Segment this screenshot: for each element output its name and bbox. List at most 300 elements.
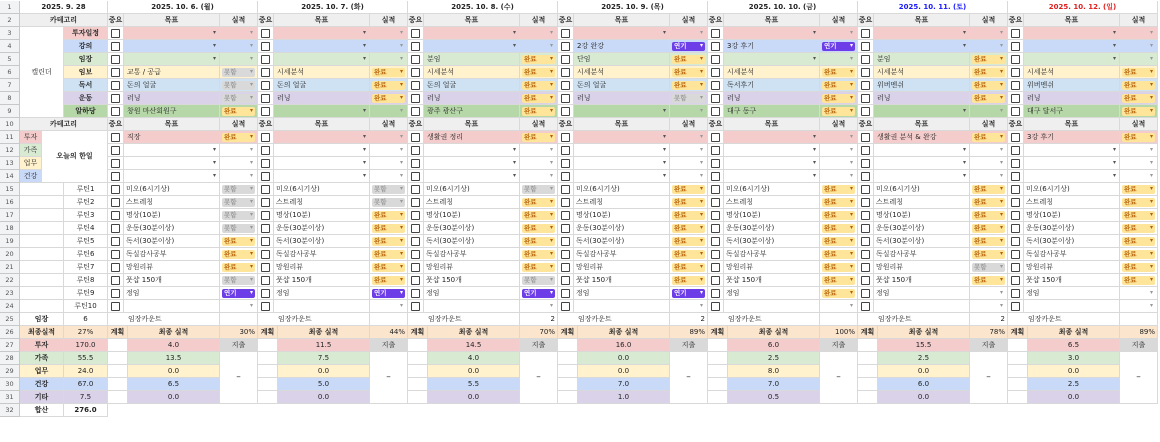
- goal-input[interactable]: [424, 157, 520, 170]
- routine-result-select[interactable]: [520, 274, 558, 287]
- importance-checkbox[interactable]: [858, 144, 874, 157]
- goal-input[interactable]: [574, 79, 670, 92]
- importance-checkbox[interactable]: [108, 53, 124, 66]
- routine-result-select[interactable]: [670, 235, 708, 248]
- importance-checkbox[interactable]: [708, 66, 724, 79]
- result-select[interactable]: [520, 27, 558, 40]
- routine-result-select[interactable]: [370, 183, 408, 196]
- result-select[interactable]: [820, 40, 858, 53]
- importance-checkbox[interactable]: [258, 27, 274, 40]
- routine-result-select[interactable]: [220, 222, 258, 235]
- importance-checkbox[interactable]: [408, 92, 424, 105]
- importance-checkbox[interactable]: [1008, 157, 1024, 170]
- routine-result-select[interactable]: [220, 196, 258, 209]
- importance-checkbox[interactable]: [1008, 53, 1024, 66]
- result-select[interactable]: [220, 170, 258, 183]
- routine-result-select[interactable]: [370, 274, 408, 287]
- result-select[interactable]: [820, 27, 858, 40]
- routine-checkbox[interactable]: [858, 274, 874, 287]
- goal-input[interactable]: [874, 105, 970, 118]
- goal-input[interactable]: [124, 157, 220, 170]
- importance-checkbox[interactable]: [558, 105, 574, 118]
- routine-checkbox[interactable]: [108, 261, 124, 274]
- importance-checkbox[interactable]: [708, 170, 724, 183]
- importance-checkbox[interactable]: [258, 144, 274, 157]
- routine-result-select[interactable]: [1120, 183, 1158, 196]
- routine-result-select[interactable]: [820, 287, 858, 300]
- result-select[interactable]: [970, 157, 1008, 170]
- goal-input[interactable]: [274, 40, 370, 53]
- goal-input[interactable]: [874, 53, 970, 66]
- result-select[interactable]: [820, 144, 858, 157]
- routine-checkbox[interactable]: [1008, 183, 1024, 196]
- routine-result-select[interactable]: [1120, 248, 1158, 261]
- result-select[interactable]: [520, 92, 558, 105]
- routine-checkbox[interactable]: [558, 235, 574, 248]
- result-select[interactable]: [1120, 92, 1158, 105]
- importance-checkbox[interactable]: [258, 53, 274, 66]
- goal-input[interactable]: [424, 105, 520, 118]
- routine-checkbox[interactable]: [708, 261, 724, 274]
- routine-result-select[interactable]: [670, 274, 708, 287]
- routine-checkbox[interactable]: [858, 222, 874, 235]
- goal-input[interactable]: [874, 92, 970, 105]
- routine-checkbox[interactable]: [408, 287, 424, 300]
- goal-input[interactable]: [1024, 53, 1120, 66]
- goal-input[interactable]: [274, 66, 370, 79]
- importance-checkbox[interactable]: [708, 105, 724, 118]
- result-select[interactable]: [520, 170, 558, 183]
- importance-checkbox[interactable]: [108, 157, 124, 170]
- routine-checkbox[interactable]: [858, 248, 874, 261]
- result-select[interactable]: [970, 53, 1008, 66]
- routine-result-select[interactable]: [370, 209, 408, 222]
- routine-checkbox[interactable]: [558, 183, 574, 196]
- importance-checkbox[interactable]: [108, 105, 124, 118]
- result-select[interactable]: [220, 105, 258, 118]
- importance-checkbox[interactable]: [258, 66, 274, 79]
- routine-result-select[interactable]: [370, 248, 408, 261]
- goal-input[interactable]: [574, 105, 670, 118]
- routine-result-select[interactable]: [970, 300, 1008, 313]
- routine-checkbox[interactable]: [1008, 261, 1024, 274]
- goal-input[interactable]: [1024, 92, 1120, 105]
- goal-input[interactable]: [124, 79, 220, 92]
- result-select[interactable]: [970, 27, 1008, 40]
- importance-checkbox[interactable]: [1008, 27, 1024, 40]
- result-select[interactable]: [520, 157, 558, 170]
- goal-input[interactable]: [874, 27, 970, 40]
- routine-checkbox[interactable]: [558, 196, 574, 209]
- importance-checkbox[interactable]: [858, 27, 874, 40]
- routine-checkbox[interactable]: [258, 300, 274, 313]
- routine-checkbox[interactable]: [1008, 287, 1024, 300]
- result-select[interactable]: [970, 131, 1008, 144]
- result-select[interactable]: [220, 79, 258, 92]
- goal-input[interactable]: [874, 79, 970, 92]
- goal-input[interactable]: [1024, 170, 1120, 183]
- goal-input[interactable]: [574, 144, 670, 157]
- routine-result-select[interactable]: [220, 235, 258, 248]
- result-select[interactable]: [520, 40, 558, 53]
- importance-checkbox[interactable]: [1008, 131, 1024, 144]
- goal-input[interactable]: [274, 144, 370, 157]
- importance-checkbox[interactable]: [408, 144, 424, 157]
- importance-checkbox[interactable]: [108, 144, 124, 157]
- importance-checkbox[interactable]: [858, 157, 874, 170]
- importance-checkbox[interactable]: [858, 131, 874, 144]
- goal-input[interactable]: [124, 66, 220, 79]
- routine-result-select[interactable]: [370, 287, 408, 300]
- routine-checkbox[interactable]: [558, 261, 574, 274]
- routine-checkbox[interactable]: [258, 183, 274, 196]
- goal-input[interactable]: [724, 40, 820, 53]
- routine-result-select[interactable]: [970, 183, 1008, 196]
- result-select[interactable]: [670, 131, 708, 144]
- routine-checkbox[interactable]: [408, 196, 424, 209]
- result-select[interactable]: [670, 157, 708, 170]
- result-select[interactable]: [220, 157, 258, 170]
- goal-input[interactable]: [1024, 40, 1120, 53]
- result-select[interactable]: [1120, 131, 1158, 144]
- routine-checkbox[interactable]: [108, 235, 124, 248]
- routine-result-select[interactable]: [670, 222, 708, 235]
- goal-input[interactable]: [274, 27, 370, 40]
- goal-input[interactable]: [724, 144, 820, 157]
- routine-result-select[interactable]: [970, 261, 1008, 274]
- routine-checkbox[interactable]: [1008, 209, 1024, 222]
- goal-input[interactable]: [424, 92, 520, 105]
- result-select[interactable]: [1120, 105, 1158, 118]
- routine-checkbox[interactable]: [258, 274, 274, 287]
- routine-checkbox[interactable]: [858, 196, 874, 209]
- result-select[interactable]: [220, 27, 258, 40]
- routine-result-select[interactable]: [370, 222, 408, 235]
- importance-checkbox[interactable]: [858, 105, 874, 118]
- routine-checkbox[interactable]: [858, 209, 874, 222]
- importance-checkbox[interactable]: [108, 170, 124, 183]
- goal-input[interactable]: [874, 144, 970, 157]
- routine-result-select[interactable]: [970, 222, 1008, 235]
- routine-result-select[interactable]: [970, 274, 1008, 287]
- routine-result-select[interactable]: [670, 261, 708, 274]
- goal-input[interactable]: [424, 79, 520, 92]
- routine-result-select[interactable]: [1120, 300, 1158, 313]
- routine-checkbox[interactable]: [408, 235, 424, 248]
- goal-input[interactable]: [424, 131, 520, 144]
- routine-result-select[interactable]: [220, 209, 258, 222]
- routine-result-select[interactable]: [220, 261, 258, 274]
- routine-result-select[interactable]: [1120, 222, 1158, 235]
- routine-result-select[interactable]: [670, 287, 708, 300]
- importance-checkbox[interactable]: [108, 66, 124, 79]
- importance-checkbox[interactable]: [1008, 144, 1024, 157]
- routine-result-select[interactable]: [670, 300, 708, 313]
- goal-input[interactable]: [424, 40, 520, 53]
- routine-result-select[interactable]: [1120, 287, 1158, 300]
- routine-checkbox[interactable]: [258, 196, 274, 209]
- importance-checkbox[interactable]: [858, 170, 874, 183]
- routine-result-select[interactable]: [970, 209, 1008, 222]
- goal-input[interactable]: [1024, 27, 1120, 40]
- routine-checkbox[interactable]: [558, 248, 574, 261]
- routine-checkbox[interactable]: [1008, 196, 1024, 209]
- routine-result-select[interactable]: [820, 209, 858, 222]
- goal-input[interactable]: [274, 157, 370, 170]
- routine-result-select[interactable]: [670, 209, 708, 222]
- routine-result-select[interactable]: [820, 196, 858, 209]
- routine-checkbox[interactable]: [258, 287, 274, 300]
- importance-checkbox[interactable]: [1008, 105, 1024, 118]
- importance-checkbox[interactable]: [708, 40, 724, 53]
- importance-checkbox[interactable]: [408, 40, 424, 53]
- result-select[interactable]: [820, 79, 858, 92]
- result-select[interactable]: [820, 92, 858, 105]
- result-select[interactable]: [670, 105, 708, 118]
- result-select[interactable]: [670, 79, 708, 92]
- routine-result-select[interactable]: [520, 248, 558, 261]
- routine-checkbox[interactable]: [558, 300, 574, 313]
- result-select[interactable]: [1120, 53, 1158, 66]
- importance-checkbox[interactable]: [558, 40, 574, 53]
- goal-input[interactable]: [1024, 144, 1120, 157]
- result-select[interactable]: [670, 66, 708, 79]
- goal-input[interactable]: [724, 79, 820, 92]
- result-select[interactable]: [370, 27, 408, 40]
- result-select[interactable]: [670, 53, 708, 66]
- importance-checkbox[interactable]: [108, 92, 124, 105]
- result-select[interactable]: [370, 131, 408, 144]
- result-select[interactable]: [1120, 157, 1158, 170]
- routine-checkbox[interactable]: [258, 209, 274, 222]
- importance-checkbox[interactable]: [258, 79, 274, 92]
- routine-checkbox[interactable]: [408, 300, 424, 313]
- result-select[interactable]: [670, 40, 708, 53]
- routine-result-select[interactable]: [520, 222, 558, 235]
- importance-checkbox[interactable]: [258, 105, 274, 118]
- goal-input[interactable]: [574, 66, 670, 79]
- routine-result-select[interactable]: [370, 235, 408, 248]
- importance-checkbox[interactable]: [708, 157, 724, 170]
- routine-result-select[interactable]: [520, 287, 558, 300]
- result-select[interactable]: [670, 27, 708, 40]
- result-select[interactable]: [220, 40, 258, 53]
- goal-input[interactable]: [124, 53, 220, 66]
- routine-checkbox[interactable]: [408, 274, 424, 287]
- result-select[interactable]: [820, 105, 858, 118]
- importance-checkbox[interactable]: [408, 27, 424, 40]
- routine-checkbox[interactable]: [108, 196, 124, 209]
- result-select[interactable]: [220, 131, 258, 144]
- result-select[interactable]: [520, 144, 558, 157]
- result-select[interactable]: [970, 170, 1008, 183]
- routine-checkbox[interactable]: [858, 261, 874, 274]
- goal-input[interactable]: [574, 131, 670, 144]
- routine-result-select[interactable]: [220, 183, 258, 196]
- importance-checkbox[interactable]: [558, 53, 574, 66]
- result-select[interactable]: [520, 53, 558, 66]
- routine-result-select[interactable]: [1120, 196, 1158, 209]
- goal-input[interactable]: [124, 27, 220, 40]
- routine-result-select[interactable]: [1120, 261, 1158, 274]
- routine-checkbox[interactable]: [1008, 235, 1024, 248]
- routine-checkbox[interactable]: [258, 248, 274, 261]
- routine-checkbox[interactable]: [708, 222, 724, 235]
- importance-checkbox[interactable]: [558, 157, 574, 170]
- routine-checkbox[interactable]: [408, 183, 424, 196]
- result-select[interactable]: [370, 170, 408, 183]
- routine-checkbox[interactable]: [108, 209, 124, 222]
- goal-input[interactable]: [124, 105, 220, 118]
- goal-input[interactable]: [874, 170, 970, 183]
- goal-input[interactable]: [274, 79, 370, 92]
- importance-checkbox[interactable]: [1008, 92, 1024, 105]
- routine-result-select[interactable]: [970, 235, 1008, 248]
- importance-checkbox[interactable]: [558, 27, 574, 40]
- importance-checkbox[interactable]: [708, 92, 724, 105]
- importance-checkbox[interactable]: [408, 131, 424, 144]
- result-select[interactable]: [820, 157, 858, 170]
- importance-checkbox[interactable]: [258, 131, 274, 144]
- importance-checkbox[interactable]: [708, 144, 724, 157]
- importance-checkbox[interactable]: [1008, 79, 1024, 92]
- goal-input[interactable]: [724, 92, 820, 105]
- goal-input[interactable]: [574, 170, 670, 183]
- goal-input[interactable]: [874, 131, 970, 144]
- routine-checkbox[interactable]: [708, 300, 724, 313]
- goal-input[interactable]: [124, 131, 220, 144]
- routine-checkbox[interactable]: [708, 235, 724, 248]
- routine-checkbox[interactable]: [408, 209, 424, 222]
- result-select[interactable]: [670, 144, 708, 157]
- routine-result-select[interactable]: [1120, 274, 1158, 287]
- routine-checkbox[interactable]: [708, 209, 724, 222]
- goal-input[interactable]: [274, 53, 370, 66]
- result-select[interactable]: [970, 66, 1008, 79]
- goal-input[interactable]: [1024, 131, 1120, 144]
- importance-checkbox[interactable]: [258, 170, 274, 183]
- result-select[interactable]: [820, 170, 858, 183]
- routine-result-select[interactable]: [220, 248, 258, 261]
- routine-checkbox[interactable]: [708, 196, 724, 209]
- routine-result-select[interactable]: [520, 209, 558, 222]
- routine-result-select[interactable]: [220, 274, 258, 287]
- result-select[interactable]: [370, 53, 408, 66]
- goal-input[interactable]: [124, 40, 220, 53]
- importance-checkbox[interactable]: [408, 53, 424, 66]
- routine-checkbox[interactable]: [858, 300, 874, 313]
- importance-checkbox[interactable]: [1008, 170, 1024, 183]
- routine-checkbox[interactable]: [558, 287, 574, 300]
- importance-checkbox[interactable]: [408, 170, 424, 183]
- goal-input[interactable]: [724, 66, 820, 79]
- routine-checkbox[interactable]: [408, 261, 424, 274]
- result-select[interactable]: [970, 105, 1008, 118]
- routine-result-select[interactable]: [670, 183, 708, 196]
- goal-input[interactable]: [724, 157, 820, 170]
- importance-checkbox[interactable]: [558, 144, 574, 157]
- importance-checkbox[interactable]: [558, 131, 574, 144]
- result-select[interactable]: [670, 92, 708, 105]
- routine-checkbox[interactable]: [708, 248, 724, 261]
- routine-result-select[interactable]: [820, 235, 858, 248]
- routine-result-select[interactable]: [220, 300, 258, 313]
- routine-result-select[interactable]: [520, 196, 558, 209]
- importance-checkbox[interactable]: [408, 157, 424, 170]
- goal-input[interactable]: [1024, 105, 1120, 118]
- routine-result-select[interactable]: [1120, 235, 1158, 248]
- result-select[interactable]: [970, 144, 1008, 157]
- result-select[interactable]: [370, 40, 408, 53]
- routine-result-select[interactable]: [520, 235, 558, 248]
- routine-checkbox[interactable]: [858, 183, 874, 196]
- importance-checkbox[interactable]: [558, 79, 574, 92]
- routine-checkbox[interactable]: [108, 300, 124, 313]
- importance-checkbox[interactable]: [1008, 66, 1024, 79]
- routine-result-select[interactable]: [820, 300, 858, 313]
- goal-input[interactable]: [1024, 79, 1120, 92]
- routine-result-select[interactable]: [1120, 209, 1158, 222]
- goal-input[interactable]: [124, 92, 220, 105]
- routine-checkbox[interactable]: [108, 274, 124, 287]
- routine-checkbox[interactable]: [1008, 274, 1024, 287]
- importance-checkbox[interactable]: [258, 157, 274, 170]
- result-select[interactable]: [1120, 144, 1158, 157]
- goal-input[interactable]: [724, 131, 820, 144]
- importance-checkbox[interactable]: [858, 66, 874, 79]
- goal-input[interactable]: [124, 170, 220, 183]
- importance-checkbox[interactable]: [1008, 40, 1024, 53]
- routine-checkbox[interactable]: [558, 274, 574, 287]
- result-select[interactable]: [970, 79, 1008, 92]
- routine-checkbox[interactable]: [558, 222, 574, 235]
- routine-checkbox[interactable]: [558, 209, 574, 222]
- goal-input[interactable]: [1024, 157, 1120, 170]
- routine-checkbox[interactable]: [858, 287, 874, 300]
- importance-checkbox[interactable]: [858, 40, 874, 53]
- routine-checkbox[interactable]: [708, 183, 724, 196]
- importance-checkbox[interactable]: [258, 92, 274, 105]
- result-select[interactable]: [1120, 27, 1158, 40]
- importance-checkbox[interactable]: [558, 92, 574, 105]
- result-select[interactable]: [220, 144, 258, 157]
- goal-input[interactable]: [274, 92, 370, 105]
- routine-checkbox[interactable]: [258, 222, 274, 235]
- routine-result-select[interactable]: [520, 261, 558, 274]
- importance-checkbox[interactable]: [408, 79, 424, 92]
- goal-input[interactable]: [274, 105, 370, 118]
- routine-result-select[interactable]: [370, 196, 408, 209]
- result-select[interactable]: [370, 144, 408, 157]
- importance-checkbox[interactable]: [708, 53, 724, 66]
- importance-checkbox[interactable]: [408, 66, 424, 79]
- result-select[interactable]: [370, 105, 408, 118]
- result-select[interactable]: [970, 40, 1008, 53]
- routine-result-select[interactable]: [820, 222, 858, 235]
- result-select[interactable]: [820, 131, 858, 144]
- goal-input[interactable]: [424, 66, 520, 79]
- result-select[interactable]: [520, 131, 558, 144]
- goal-input[interactable]: [424, 27, 520, 40]
- importance-checkbox[interactable]: [108, 40, 124, 53]
- result-select[interactable]: [220, 66, 258, 79]
- routine-result-select[interactable]: [820, 248, 858, 261]
- importance-checkbox[interactable]: [858, 92, 874, 105]
- importance-checkbox[interactable]: [708, 79, 724, 92]
- result-select[interactable]: [820, 66, 858, 79]
- goal-input[interactable]: [274, 170, 370, 183]
- importance-checkbox[interactable]: [858, 53, 874, 66]
